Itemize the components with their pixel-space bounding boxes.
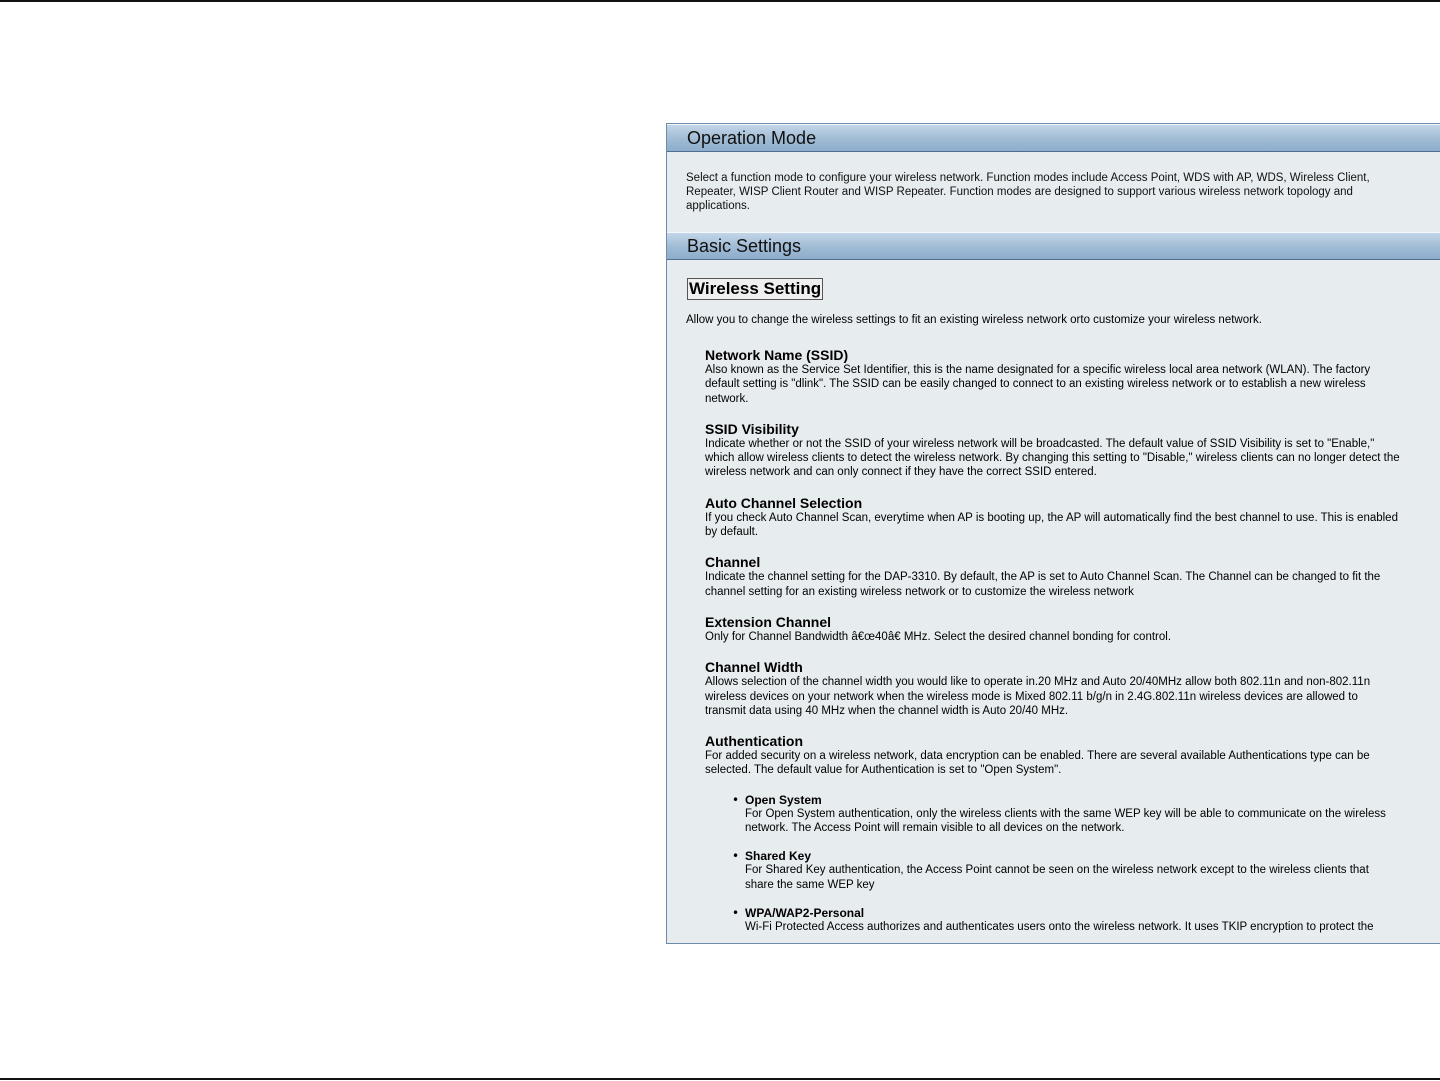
settings-list: [705, 347, 1400, 934]
bullet-description: Wi-Fi Protected Access authorizes and authenticates users onto the wireless network. It uses TKIP encryption to protect the: [745, 920, 1374, 933]
item-title: Extension Channel: [705, 613, 832, 630]
item-description: If you check Auto Channel Scan, everytime when AP is booting up, the AP will automatically find the best channel to use. This is enabled by default.: [705, 511, 1398, 539]
bullet-title: • WPA/WAP2-Personal: [745, 905, 865, 920]
bullet-item: [745, 906, 1400, 934]
item-title: Channel Width: [705, 659, 803, 676]
item-title: Auto Channel Selection: [705, 494, 863, 511]
item-description: For added security on a wireless network, data encryption can be enabled. There are several available Authentications type can be selected. The default value for Authentication is set to "Open System".: [705, 750, 1370, 777]
item-title: SSID Visibility: [705, 420, 799, 437]
item-description: Indicate the channel setting for the DAP-3310. By default, the AP is set to Auto Channel Scan. The Channel can be changed to fit the channel setting for an existing wireless network or to customize the wireless network: [705, 571, 1381, 598]
bottom-rule: [0, 1078, 1440, 1080]
list-item: [705, 495, 1400, 540]
item-title: Authentication: [705, 733, 803, 750]
bullet-description: For Open System authentication, only the wireless clients with the same WEP key will be able to communicate on the wireless network. The Access Point will remain visible to all devices on the network.: [745, 807, 1386, 835]
list-item: [705, 733, 1400, 934]
wireless-setting-description: Allow you to change the wireless settings to fit an existing wireless network orto customize your wireless network.: [686, 314, 1262, 326]
item-description: Only for Channel Bandwidth â€œ40â€ MHz. Select the desired channel bonding for control.: [705, 630, 1172, 643]
item-title: Channel: [705, 554, 761, 571]
operation-mode-header: Operation Mode: [667, 124, 1440, 152]
item-title: Network Name (SSID): [705, 347, 849, 363]
list-item: [705, 614, 1400, 644]
item-description: Indicate whether or not the SSID of your wireless network will be broadcasted. The default value of SSID Visibility is set to "Enable," which allow wireless clients to detect the wireless network. By changing this setting to "Disable," wireless clients can no longer detect the wireless network and can only connect if they have the correct SSID entered.: [705, 437, 1400, 479]
operation-mode-description: Select a function mode to configure your wireless network. Function modes include Access Point, WDS with AP, WDS, Wireless Client, Repeater, WISP Client Router and WISP Repeater. Function modes are designed to support various wireless network topology and applications.: [686, 172, 1370, 212]
bullet-item: [745, 793, 1400, 836]
list-item: [705, 554, 1400, 599]
help-panel[interactable]: [666, 123, 1440, 944]
list-item: [705, 659, 1400, 718]
authentication-types-list: [745, 793, 1400, 934]
wireless-setting-title: Wireless Setting: [689, 279, 822, 298]
top-rule: [0, 0, 1440, 2]
bullet-description: For Shared Key authentication, the Access Point cannot be seen on the wireless network except to the wireless clients that share the same WEP key: [745, 864, 1369, 891]
bullet-item: [745, 849, 1400, 892]
item-description: Allows selection of the channel width you would like to operate in.20 MHz and Auto 20/40MHz allow both 802.11n and non-802.11n wireless devices on your network when the wireless mode is Mixed 802.11 b/g/n in 2.4G.802.11n wireless devices are allowed to transmit data using 40 MHz when the channel width is Auto 20/40 MHz.: [705, 676, 1371, 717]
list-item: [705, 347, 1400, 406]
bullet-title: • Shared Key: [745, 849, 812, 864]
basic-settings-header: Basic Settings: [667, 232, 1440, 260]
item-description: Also known as the Service Set Identifier, this is the name designated for a specific wireless local area network (WLAN). The factory default setting is "dlink". The SSID can be easily changed to connect to an existing wireless network or to establish a new wireless network.: [705, 364, 1371, 405]
bullet-title: • Open System: [745, 792, 822, 807]
list-item: [705, 421, 1400, 480]
